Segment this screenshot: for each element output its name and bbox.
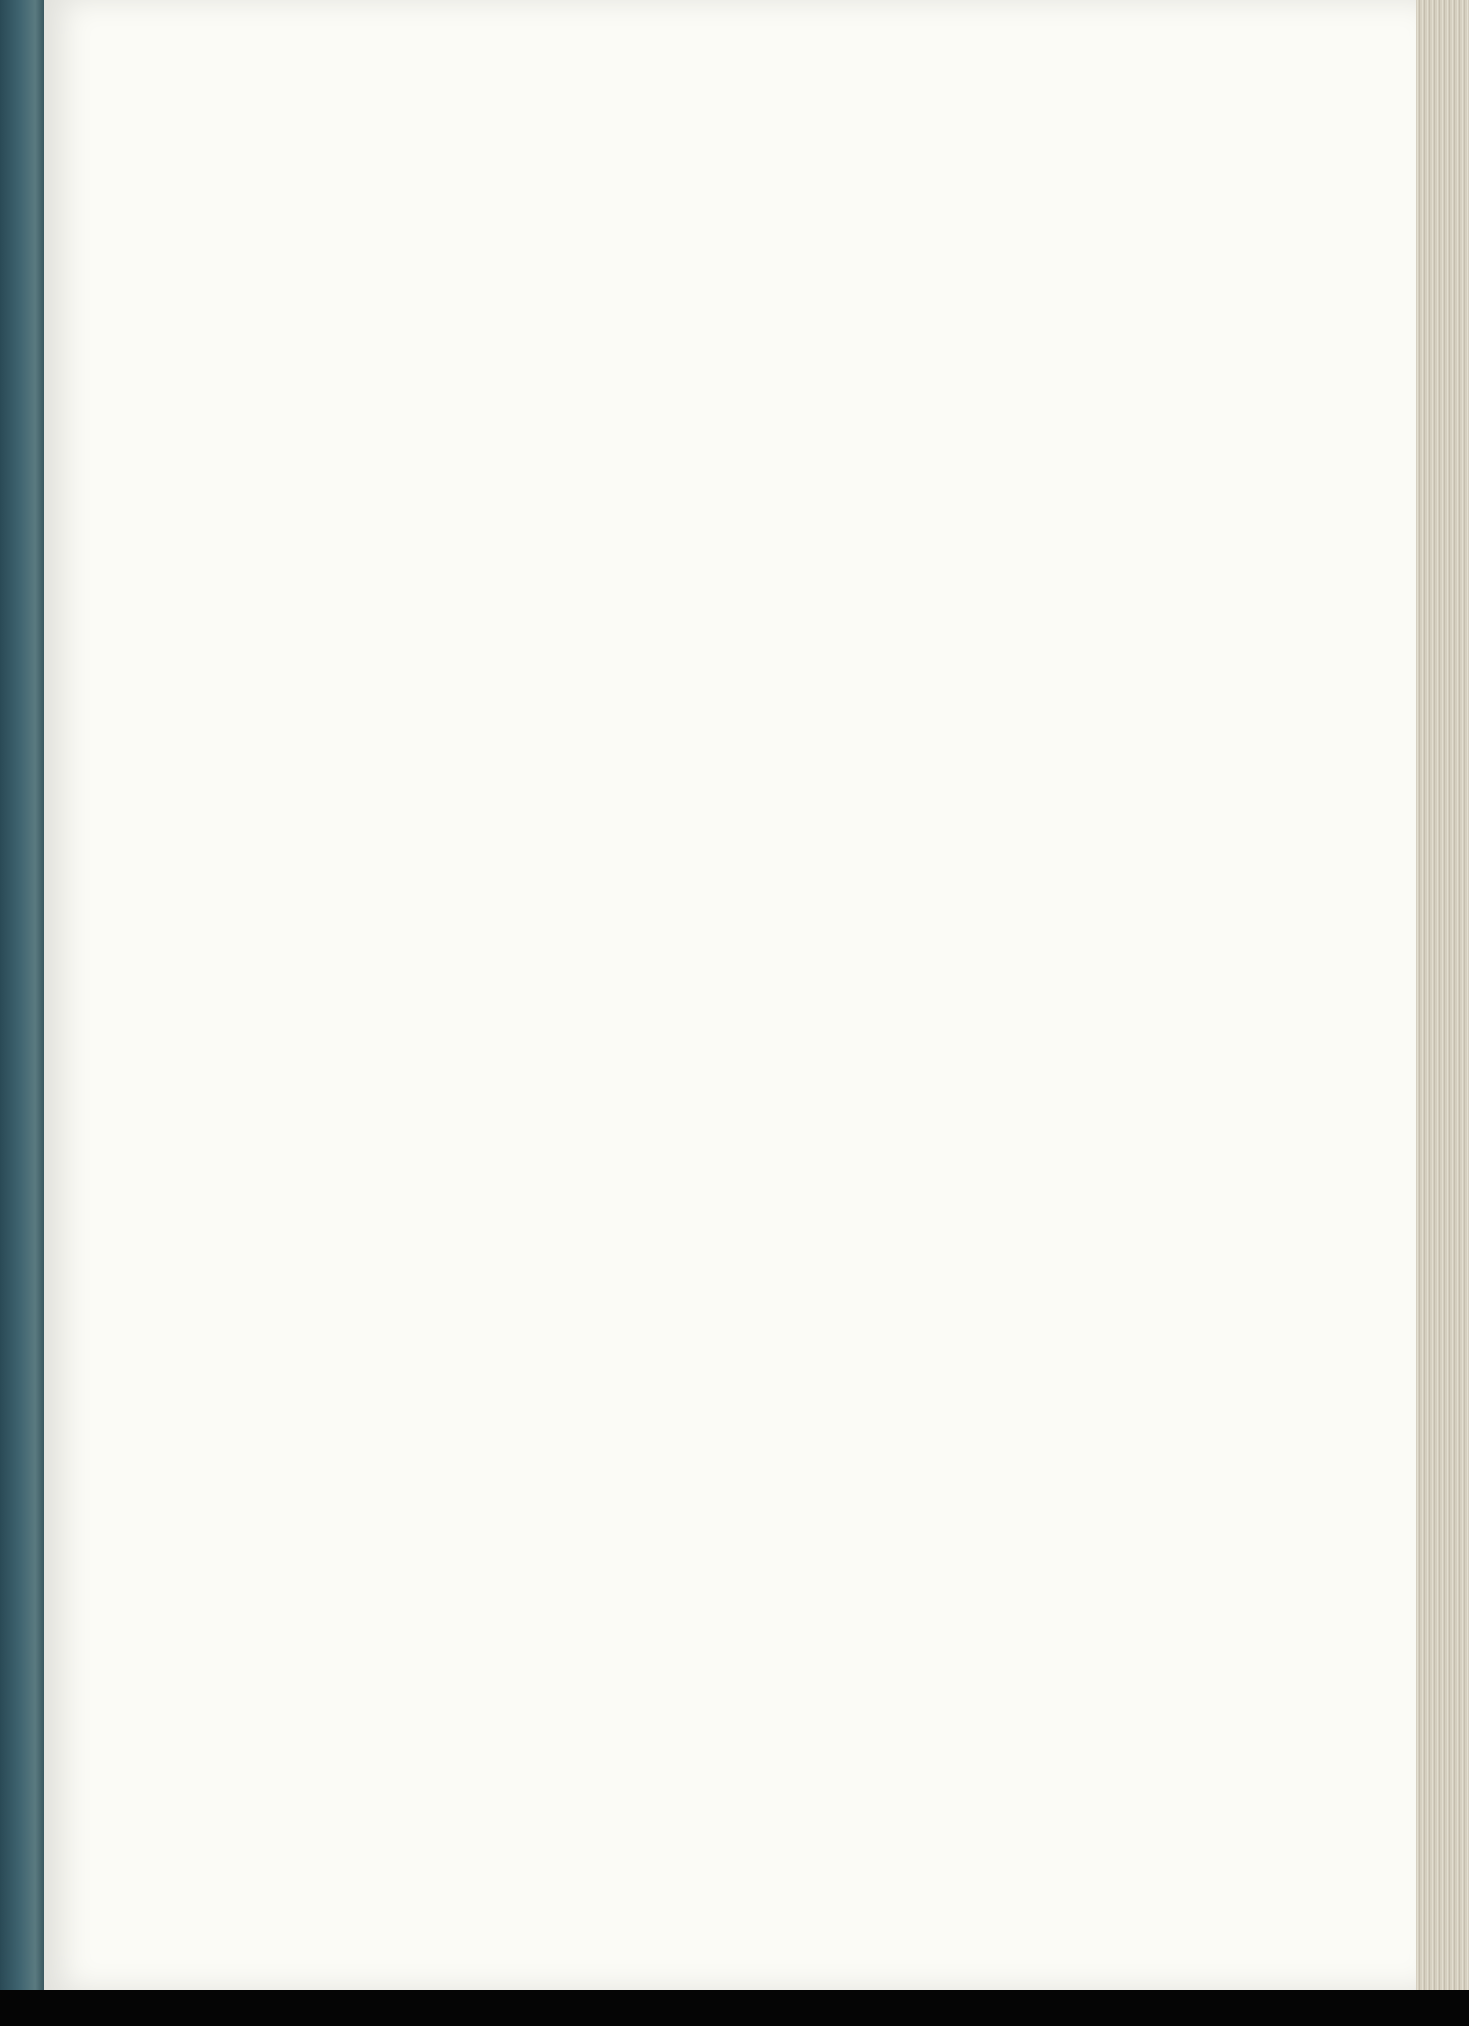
upper-text-block bbox=[260, 218, 1310, 1018]
scan-bottom-border bbox=[0, 1990, 1469, 2026]
lower-text-block bbox=[132, 1070, 1310, 1900]
page-edges bbox=[1416, 0, 1469, 1990]
book-spine bbox=[0, 0, 44, 2026]
